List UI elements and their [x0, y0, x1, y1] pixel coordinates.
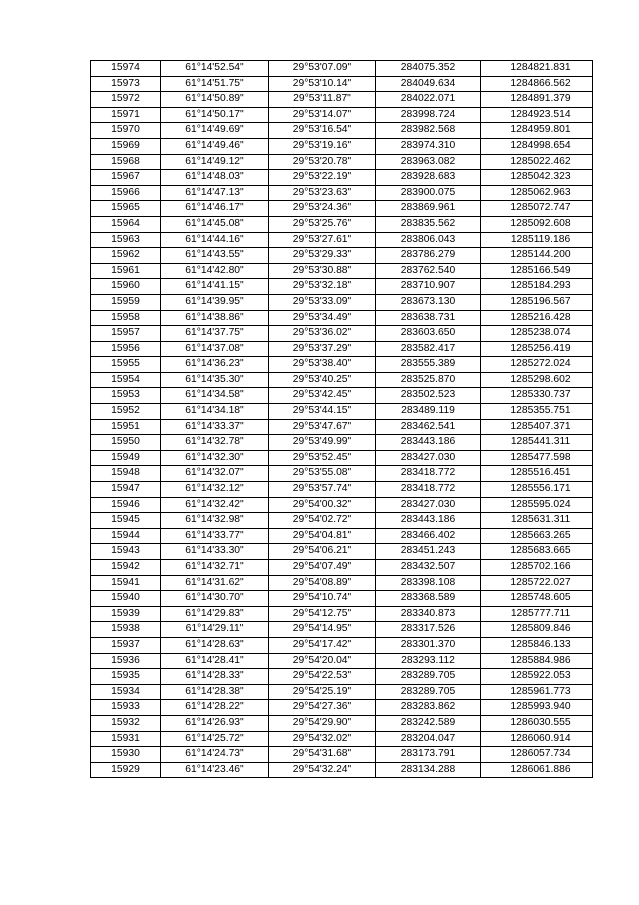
latitude-cell: 61°14'34.18"	[161, 404, 269, 420]
latitude-cell: 61°14'30.70"	[161, 591, 269, 607]
latitude-cell: 61°14'32.07"	[161, 466, 269, 482]
point-id-cell: 15973	[91, 76, 161, 92]
point-id-cell: 15960	[91, 279, 161, 295]
longitude-cell: 29°54'07.49"	[269, 560, 376, 576]
y-coordinate-cell: 1285961.773	[481, 684, 593, 700]
y-coordinate-cell: 1285477.598	[481, 450, 593, 466]
x-coordinate-cell: 283134.288	[376, 762, 481, 778]
longitude-cell: 29°54'06.21"	[269, 544, 376, 560]
point-id-cell: 15963	[91, 232, 161, 248]
y-coordinate-cell: 1285846.133	[481, 637, 593, 653]
latitude-cell: 61°14'28.33"	[161, 669, 269, 685]
x-coordinate-cell: 283418.772	[376, 482, 481, 498]
table-row	[91, 762, 593, 778]
y-coordinate-cell: 1284959.801	[481, 123, 593, 139]
point-id-cell: 15942	[91, 560, 161, 576]
x-coordinate-cell: 283489.119	[376, 404, 481, 420]
point-id-cell: 15945	[91, 513, 161, 529]
point-id-cell: 15962	[91, 248, 161, 264]
point-id-cell: 15970	[91, 123, 161, 139]
y-coordinate-cell: 1285022.462	[481, 154, 593, 170]
longitude-cell: 29°53'14.07"	[269, 107, 376, 123]
y-coordinate-cell: 1284998.654	[481, 138, 593, 154]
y-coordinate-cell: 1285722.027	[481, 575, 593, 591]
longitude-cell: 29°53'24.36"	[269, 201, 376, 217]
x-coordinate-cell: 284022.071	[376, 92, 481, 108]
table-row	[91, 61, 593, 77]
x-coordinate-cell: 283340.873	[376, 606, 481, 622]
table-row	[91, 388, 593, 404]
table-row	[91, 591, 593, 607]
longitude-cell: 29°53'20.78"	[269, 154, 376, 170]
latitude-cell: 61°14'49.69"	[161, 123, 269, 139]
table-row	[91, 123, 593, 139]
x-coordinate-cell: 283398.108	[376, 575, 481, 591]
table-row	[91, 326, 593, 342]
latitude-cell: 61°14'46.17"	[161, 201, 269, 217]
x-coordinate-cell: 283974.310	[376, 138, 481, 154]
y-coordinate-cell: 1285809.846	[481, 622, 593, 638]
latitude-cell: 61°14'44.16"	[161, 232, 269, 248]
table-row	[91, 138, 593, 154]
x-coordinate-cell: 283582.417	[376, 341, 481, 357]
x-coordinate-cell: 283173.791	[376, 747, 481, 763]
longitude-cell: 29°54'32.24"	[269, 762, 376, 778]
table-row	[91, 76, 593, 92]
table-row	[91, 747, 593, 763]
coordinates-table-body	[91, 61, 593, 778]
x-coordinate-cell: 283555.389	[376, 357, 481, 373]
table-row	[91, 466, 593, 482]
table-row	[91, 92, 593, 108]
latitude-cell: 61°14'31.62"	[161, 575, 269, 591]
latitude-cell: 61°14'48.03"	[161, 170, 269, 186]
point-id-cell: 15935	[91, 669, 161, 685]
point-id-cell: 15940	[91, 591, 161, 607]
y-coordinate-cell: 1285256.419	[481, 341, 593, 357]
table-row	[91, 715, 593, 731]
latitude-cell: 61°14'32.12"	[161, 482, 269, 498]
x-coordinate-cell: 283806.043	[376, 232, 481, 248]
x-coordinate-cell: 283786.279	[376, 248, 481, 264]
y-coordinate-cell: 1285884.986	[481, 653, 593, 669]
x-coordinate-cell: 283673.130	[376, 294, 481, 310]
y-coordinate-cell: 1285631.311	[481, 513, 593, 529]
latitude-cell: 61°14'38.86"	[161, 310, 269, 326]
y-coordinate-cell: 1285119.186	[481, 232, 593, 248]
latitude-cell: 61°14'32.98"	[161, 513, 269, 529]
latitude-cell: 61°14'26.93"	[161, 715, 269, 731]
point-id-cell: 15968	[91, 154, 161, 170]
y-coordinate-cell: 1285993.940	[481, 700, 593, 716]
latitude-cell: 61°14'29.83"	[161, 606, 269, 622]
point-id-cell: 15938	[91, 622, 161, 638]
x-coordinate-cell: 283835.562	[376, 216, 481, 232]
table-row	[91, 435, 593, 451]
point-id-cell: 15967	[91, 170, 161, 186]
table-row	[91, 544, 593, 560]
y-coordinate-cell: 1285298.602	[481, 372, 593, 388]
table-row	[91, 372, 593, 388]
x-coordinate-cell: 283462.541	[376, 419, 481, 435]
longitude-cell: 29°54'27.36"	[269, 700, 376, 716]
longitude-cell: 29°54'08.89"	[269, 575, 376, 591]
latitude-cell: 61°14'49.46"	[161, 138, 269, 154]
longitude-cell: 29°53'11.87"	[269, 92, 376, 108]
latitude-cell: 61°14'37.08"	[161, 341, 269, 357]
table-row	[91, 513, 593, 529]
x-coordinate-cell: 283289.705	[376, 669, 481, 685]
table-row	[91, 419, 593, 435]
table-row	[91, 731, 593, 747]
table-row	[91, 637, 593, 653]
point-id-cell: 15943	[91, 544, 161, 560]
table-row	[91, 201, 593, 217]
x-coordinate-cell: 283301.370	[376, 637, 481, 653]
y-coordinate-cell: 1284891.379	[481, 92, 593, 108]
point-id-cell: 15936	[91, 653, 161, 669]
longitude-cell: 29°53'22.19"	[269, 170, 376, 186]
table-row	[91, 232, 593, 248]
latitude-cell: 61°14'34.58"	[161, 388, 269, 404]
longitude-cell: 29°54'02.72"	[269, 513, 376, 529]
latitude-cell: 61°14'35.30"	[161, 372, 269, 388]
y-coordinate-cell: 1285166.549	[481, 263, 593, 279]
y-coordinate-cell: 1284821.831	[481, 61, 593, 77]
point-id-cell: 15954	[91, 372, 161, 388]
table-row	[91, 185, 593, 201]
x-coordinate-cell: 283638.731	[376, 310, 481, 326]
point-id-cell: 15971	[91, 107, 161, 123]
longitude-cell: 29°53'23.63"	[269, 185, 376, 201]
latitude-cell: 61°14'32.71"	[161, 560, 269, 576]
point-id-cell: 15947	[91, 482, 161, 498]
y-coordinate-cell: 1285092.608	[481, 216, 593, 232]
longitude-cell: 29°54'25.19"	[269, 684, 376, 700]
point-id-cell: 15948	[91, 466, 161, 482]
latitude-cell: 61°14'25.72"	[161, 731, 269, 747]
point-id-cell: 15951	[91, 419, 161, 435]
table-row	[91, 528, 593, 544]
table-row	[91, 279, 593, 295]
x-coordinate-cell: 284049.634	[376, 76, 481, 92]
latitude-cell: 61°14'23.46"	[161, 762, 269, 778]
y-coordinate-cell: 1285144.200	[481, 248, 593, 264]
point-id-cell: 15974	[91, 61, 161, 77]
point-id-cell: 15937	[91, 637, 161, 653]
longitude-cell: 29°53'47.67"	[269, 419, 376, 435]
longitude-cell: 29°54'29.90"	[269, 715, 376, 731]
y-coordinate-cell: 1285238.074	[481, 326, 593, 342]
longitude-cell: 29°54'04.81"	[269, 528, 376, 544]
point-id-cell: 15964	[91, 216, 161, 232]
y-coordinate-cell: 1285922.053	[481, 669, 593, 685]
x-coordinate-cell: 283204.047	[376, 731, 481, 747]
table-row	[91, 310, 593, 326]
longitude-cell: 29°53'37.29"	[269, 341, 376, 357]
longitude-cell: 29°53'27.61"	[269, 232, 376, 248]
x-coordinate-cell: 283963.082	[376, 154, 481, 170]
latitude-cell: 61°14'33.77"	[161, 528, 269, 544]
x-coordinate-cell: 283603.650	[376, 326, 481, 342]
y-coordinate-cell: 1285355.751	[481, 404, 593, 420]
y-coordinate-cell: 1285663.265	[481, 528, 593, 544]
y-coordinate-cell: 1285216.428	[481, 310, 593, 326]
latitude-cell: 61°14'32.42"	[161, 497, 269, 513]
table-row	[91, 684, 593, 700]
longitude-cell: 29°54'10.74"	[269, 591, 376, 607]
longitude-cell: 29°54'32.02"	[269, 731, 376, 747]
table-row	[91, 450, 593, 466]
table-row	[91, 653, 593, 669]
point-id-cell: 15946	[91, 497, 161, 513]
table-row	[91, 497, 593, 513]
longitude-cell: 29°53'44.15"	[269, 404, 376, 420]
y-coordinate-cell: 1284866.562	[481, 76, 593, 92]
x-coordinate-cell: 283998.724	[376, 107, 481, 123]
x-coordinate-cell: 283762.540	[376, 263, 481, 279]
latitude-cell: 61°14'50.17"	[161, 107, 269, 123]
x-coordinate-cell: 283443.186	[376, 513, 481, 529]
y-coordinate-cell: 1285330.737	[481, 388, 593, 404]
latitude-cell: 61°14'39.95"	[161, 294, 269, 310]
latitude-cell: 61°14'37.75"	[161, 326, 269, 342]
point-id-cell: 15966	[91, 185, 161, 201]
longitude-cell: 29°54'12.75"	[269, 606, 376, 622]
point-id-cell: 15930	[91, 747, 161, 763]
latitude-cell: 61°14'29.11"	[161, 622, 269, 638]
latitude-cell: 61°14'50.89"	[161, 92, 269, 108]
x-coordinate-cell: 283289.705	[376, 684, 481, 700]
latitude-cell: 61°14'52.54"	[161, 61, 269, 77]
longitude-cell: 29°53'52.45"	[269, 450, 376, 466]
longitude-cell: 29°53'16.54"	[269, 123, 376, 139]
table-row	[91, 482, 593, 498]
latitude-cell: 61°14'28.22"	[161, 700, 269, 716]
point-id-cell: 15955	[91, 357, 161, 373]
longitude-cell: 29°53'25.76"	[269, 216, 376, 232]
latitude-cell: 61°14'33.30"	[161, 544, 269, 560]
longitude-cell: 29°53'49.99"	[269, 435, 376, 451]
point-id-cell: 15944	[91, 528, 161, 544]
point-id-cell: 15952	[91, 404, 161, 420]
latitude-cell: 61°14'28.41"	[161, 653, 269, 669]
x-coordinate-cell: 283432.507	[376, 560, 481, 576]
longitude-cell: 29°53'33.09"	[269, 294, 376, 310]
point-id-cell: 15949	[91, 450, 161, 466]
point-id-cell: 15965	[91, 201, 161, 217]
latitude-cell: 61°14'32.78"	[161, 435, 269, 451]
latitude-cell: 61°14'24.73"	[161, 747, 269, 763]
y-coordinate-cell: 1286057.734	[481, 747, 593, 763]
point-id-cell: 15972	[91, 92, 161, 108]
table-row	[91, 606, 593, 622]
x-coordinate-cell: 283368.589	[376, 591, 481, 607]
y-coordinate-cell: 1285556.171	[481, 482, 593, 498]
x-coordinate-cell: 284075.352	[376, 61, 481, 77]
longitude-cell: 29°53'30.88"	[269, 263, 376, 279]
point-id-cell: 15958	[91, 310, 161, 326]
table-row	[91, 404, 593, 420]
x-coordinate-cell: 283427.030	[376, 450, 481, 466]
table-row	[91, 294, 593, 310]
latitude-cell: 61°14'28.38"	[161, 684, 269, 700]
point-id-cell: 15959	[91, 294, 161, 310]
y-coordinate-cell: 1286030.555	[481, 715, 593, 731]
y-coordinate-cell: 1285595.024	[481, 497, 593, 513]
latitude-cell: 61°14'42.80"	[161, 263, 269, 279]
point-id-cell: 15969	[91, 138, 161, 154]
table-row	[91, 216, 593, 232]
latitude-cell: 61°14'45.08"	[161, 216, 269, 232]
longitude-cell: 29°53'38.40"	[269, 357, 376, 373]
table-row	[91, 622, 593, 638]
x-coordinate-cell: 283928.683	[376, 170, 481, 186]
table-row	[91, 560, 593, 576]
table-row	[91, 107, 593, 123]
latitude-cell: 61°14'32.30"	[161, 450, 269, 466]
longitude-cell: 29°54'31.68"	[269, 747, 376, 763]
point-id-cell: 15961	[91, 263, 161, 279]
y-coordinate-cell: 1285441.311	[481, 435, 593, 451]
latitude-cell: 61°14'36.23"	[161, 357, 269, 373]
table-row	[91, 669, 593, 685]
point-id-cell: 15941	[91, 575, 161, 591]
x-coordinate-cell: 283443.186	[376, 435, 481, 451]
y-coordinate-cell: 1285748.605	[481, 591, 593, 607]
latitude-cell: 61°14'33.37"	[161, 419, 269, 435]
x-coordinate-cell: 283283.862	[376, 700, 481, 716]
longitude-cell: 29°53'32.18"	[269, 279, 376, 295]
y-coordinate-cell: 1285042.323	[481, 170, 593, 186]
longitude-cell: 29°53'10.14"	[269, 76, 376, 92]
longitude-cell: 29°53'42.45"	[269, 388, 376, 404]
longitude-cell: 29°53'55.08"	[269, 466, 376, 482]
y-coordinate-cell: 1286061.886	[481, 762, 593, 778]
table-row	[91, 700, 593, 716]
x-coordinate-cell: 283418.772	[376, 466, 481, 482]
longitude-cell: 29°53'36.02"	[269, 326, 376, 342]
table-row	[91, 154, 593, 170]
point-id-cell: 15932	[91, 715, 161, 731]
x-coordinate-cell: 283869.961	[376, 201, 481, 217]
point-id-cell: 15953	[91, 388, 161, 404]
table-row	[91, 341, 593, 357]
x-coordinate-cell: 283710.907	[376, 279, 481, 295]
x-coordinate-cell: 283317.526	[376, 622, 481, 638]
latitude-cell: 61°14'47.13"	[161, 185, 269, 201]
latitude-cell: 61°14'49.12"	[161, 154, 269, 170]
point-id-cell: 15939	[91, 606, 161, 622]
x-coordinate-cell: 283900.075	[376, 185, 481, 201]
longitude-cell: 29°54'20.04"	[269, 653, 376, 669]
table-row	[91, 170, 593, 186]
longitude-cell: 29°53'40.25"	[269, 372, 376, 388]
y-coordinate-cell: 1285184.293	[481, 279, 593, 295]
x-coordinate-cell: 283525.870	[376, 372, 481, 388]
x-coordinate-cell: 283451.243	[376, 544, 481, 560]
y-coordinate-cell: 1285062.963	[481, 185, 593, 201]
longitude-cell: 29°54'22.53"	[269, 669, 376, 685]
table-row	[91, 248, 593, 264]
y-coordinate-cell: 1285072.747	[481, 201, 593, 217]
longitude-cell: 29°53'19.16"	[269, 138, 376, 154]
y-coordinate-cell: 1284923.514	[481, 107, 593, 123]
point-id-cell: 15956	[91, 341, 161, 357]
longitude-cell: 29°54'14.95"	[269, 622, 376, 638]
longitude-cell: 29°53'57.74"	[269, 482, 376, 498]
latitude-cell: 61°14'41.15"	[161, 279, 269, 295]
longitude-cell: 29°54'00.32"	[269, 497, 376, 513]
longitude-cell: 29°53'07.09"	[269, 61, 376, 77]
point-id-cell: 15933	[91, 700, 161, 716]
point-id-cell: 15931	[91, 731, 161, 747]
table-row	[91, 263, 593, 279]
point-id-cell: 15957	[91, 326, 161, 342]
y-coordinate-cell: 1285683.665	[481, 544, 593, 560]
y-coordinate-cell: 1285272.024	[481, 357, 593, 373]
y-coordinate-cell: 1285516.451	[481, 466, 593, 482]
x-coordinate-cell: 283242.589	[376, 715, 481, 731]
coordinates-table	[90, 60, 593, 778]
y-coordinate-cell: 1285777.711	[481, 606, 593, 622]
y-coordinate-cell: 1285407.371	[481, 419, 593, 435]
table-row	[91, 357, 593, 373]
table-row	[91, 575, 593, 591]
latitude-cell: 61°14'51.75"	[161, 76, 269, 92]
point-id-cell: 15929	[91, 762, 161, 778]
x-coordinate-cell: 283502.523	[376, 388, 481, 404]
x-coordinate-cell: 283982.568	[376, 123, 481, 139]
y-coordinate-cell: 1285196.567	[481, 294, 593, 310]
longitude-cell: 29°53'29.33"	[269, 248, 376, 264]
latitude-cell: 61°14'28.63"	[161, 637, 269, 653]
point-id-cell: 15934	[91, 684, 161, 700]
x-coordinate-cell: 283293.112	[376, 653, 481, 669]
point-id-cell: 15950	[91, 435, 161, 451]
longitude-cell: 29°53'34.49"	[269, 310, 376, 326]
x-coordinate-cell: 283427.030	[376, 497, 481, 513]
y-coordinate-cell: 1285702.166	[481, 560, 593, 576]
x-coordinate-cell: 283466.402	[376, 528, 481, 544]
y-coordinate-cell: 1286060.914	[481, 731, 593, 747]
latitude-cell: 61°14'43.55"	[161, 248, 269, 264]
longitude-cell: 29°54'17.42"	[269, 637, 376, 653]
